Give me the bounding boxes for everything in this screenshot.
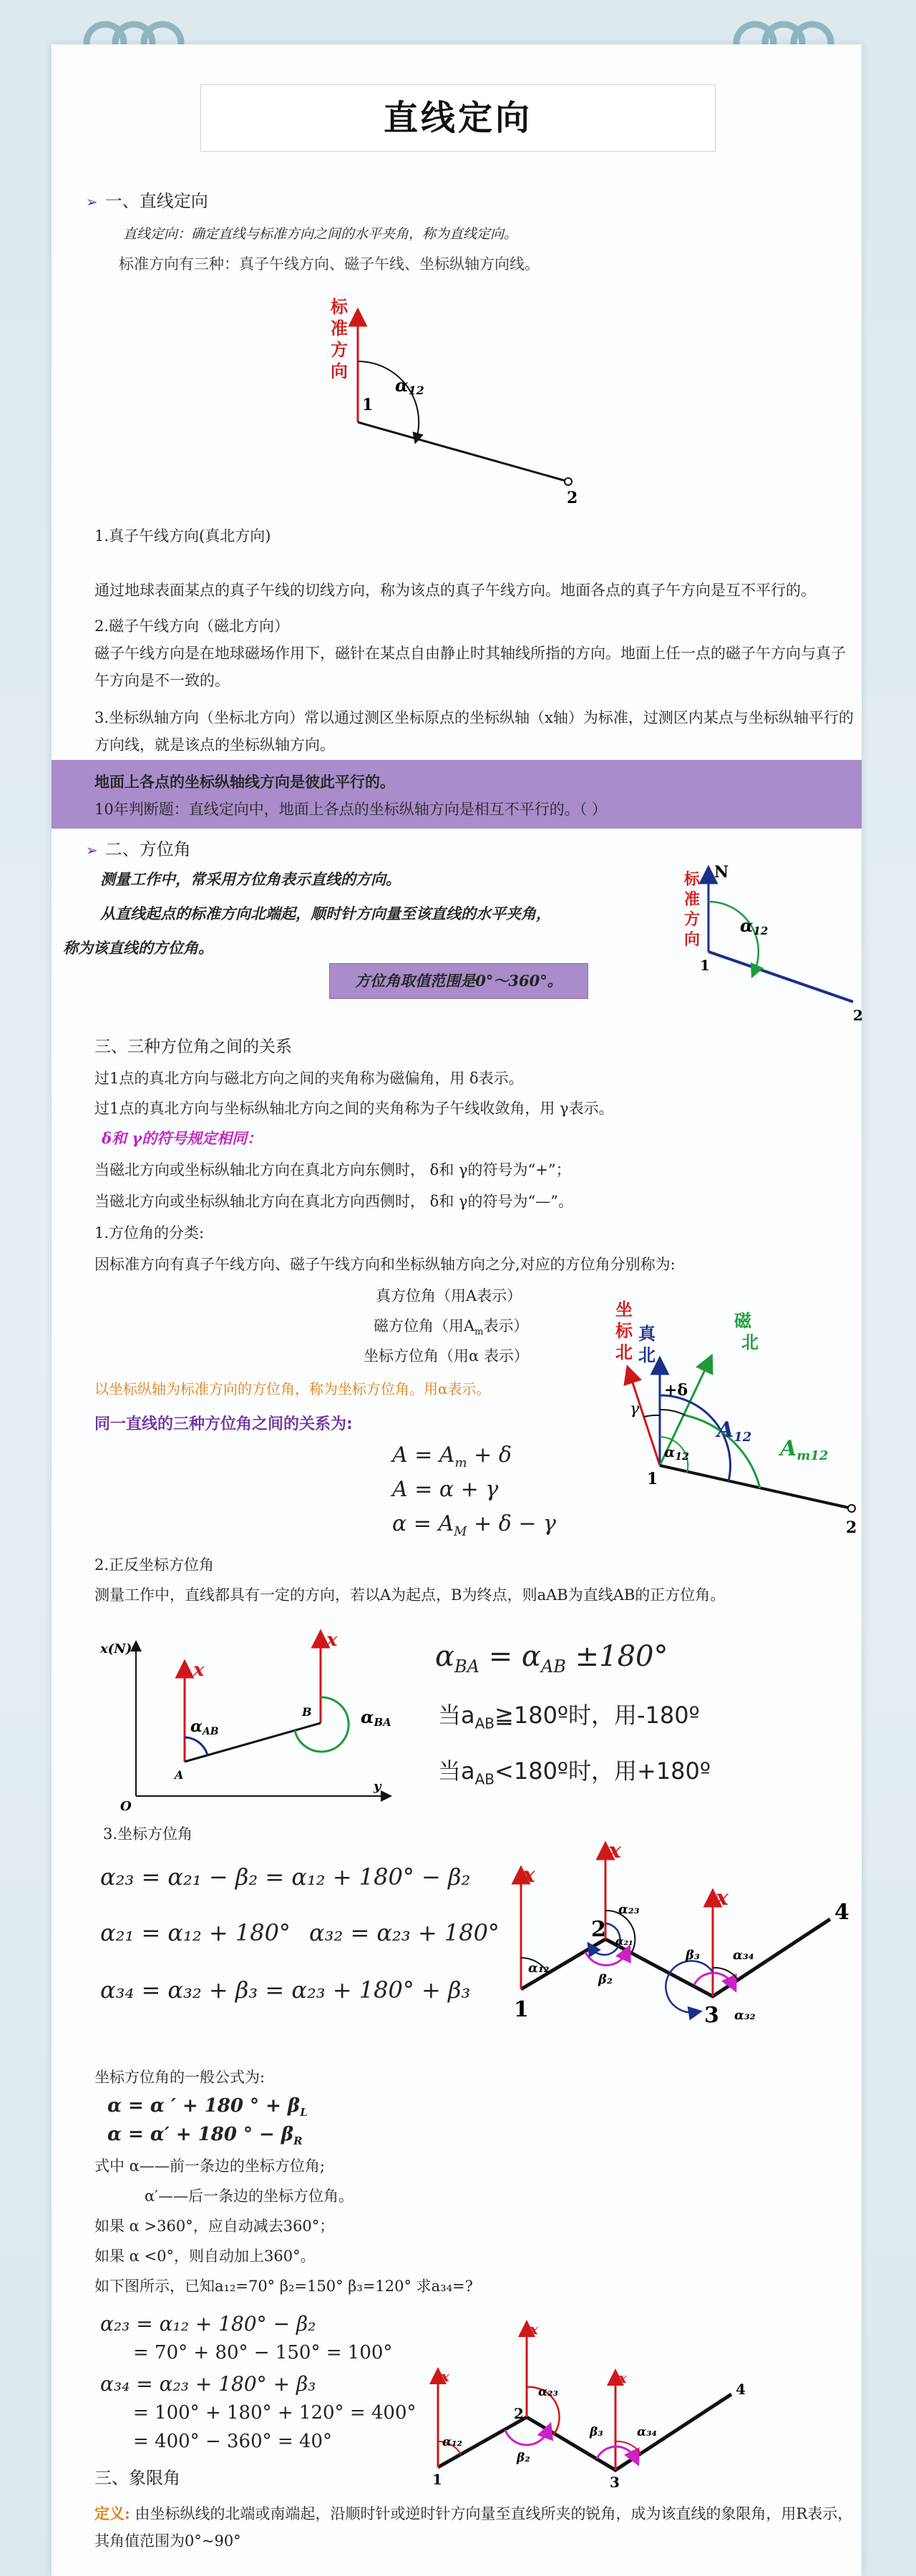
svg-text:β₃: β₃ bbox=[686, 1948, 700, 1963]
svg-text:3: 3 bbox=[610, 2474, 620, 2487]
svg-text:x: x bbox=[441, 2368, 449, 2385]
svg-text:方: 方 bbox=[331, 339, 348, 360]
where-line-1: 式中 α——前一条边的坐标方位角; bbox=[94, 2157, 325, 2175]
point-1-label: 1 bbox=[700, 957, 710, 974]
point-1-label: 1 bbox=[362, 396, 374, 414]
svg-text:x: x bbox=[618, 2369, 627, 2386]
point-2-label: 2 bbox=[567, 489, 578, 504]
example-traverse-line bbox=[438, 2394, 731, 2470]
general-formula-title: 坐标方位角的一般公式为: bbox=[94, 2069, 265, 2086]
svg-text:方: 方 bbox=[684, 910, 701, 929]
definition-line: 直线定向：确定直线与标准方向之间的水平夹角，称为直线定向。 bbox=[123, 226, 518, 242]
arrow-bullet-icon: ➢ bbox=[86, 193, 98, 210]
arrow-bullet-icon: ➢ bbox=[86, 841, 98, 859]
svg-text:标: 标 bbox=[615, 1320, 633, 1341]
band-bold-text: 地面上各点的坐标纵轴线方向是彼此平行的。 bbox=[94, 774, 395, 791]
equation-a21: α₂₁ = α₁₂ + 180° bbox=[100, 1919, 291, 1946]
item-2-text: 磁子午线方向是在地球磁场作用下，磁针在某点自由静止时其轴线所指的方向。地面上任一点的磁子午方向与真子午方向是不一致的。 bbox=[94, 645, 846, 689]
svg-text:x: x bbox=[716, 1885, 729, 1911]
svg-text:3: 3 bbox=[704, 2003, 719, 2028]
equation-a34: α₃₄ = α₃₂ + β₃ = α₂₃ + 180° + β₃ bbox=[100, 1976, 471, 2004]
three-azimuths-figure bbox=[601, 1288, 866, 1546]
declination-line: 过1点的真北方向与磁北方向之间的夹角称为磁偏角，用 δ表示。 bbox=[94, 1070, 524, 1087]
svg-text:4: 4 bbox=[736, 2381, 746, 2398]
azimuth-figure bbox=[666, 859, 873, 1030]
section-1-heading: ➢ 一、直线定向 bbox=[86, 191, 208, 211]
page-title: 直线定向 bbox=[383, 98, 532, 138]
example-step-5: = 400° − 360° = 40° bbox=[133, 2431, 333, 2452]
example-step-2: = 70° + 80° − 150° = 100° bbox=[133, 2342, 393, 2363]
example-figure bbox=[422, 2316, 766, 2487]
forward-back-text: 测量工作中，直线都具有一定的方向，若以A为起点，B为终点，则aAB为直线AB的正方位角。 bbox=[94, 1586, 726, 1604]
grid-north-label bbox=[615, 1299, 633, 1362]
svg-text:标: 标 bbox=[331, 296, 348, 317]
svg-text:α₂₃: α₂₃ bbox=[618, 1902, 640, 1917]
section-2-heading: ➢ 二、方位角 bbox=[86, 839, 191, 859]
example-step-4: = 100° + 180° + 120° = 400° bbox=[133, 2402, 416, 2424]
svg-text:真: 真 bbox=[638, 1323, 656, 1344]
svg-text:准: 准 bbox=[684, 890, 701, 909]
item-1-text: 通过地球表面某点的真子午线的切线方向，称为该点的真子午线方向。地面各点的真子午方向是互不平行的。 bbox=[94, 582, 816, 599]
line-1-2 bbox=[708, 952, 853, 1002]
svg-text:北: 北 bbox=[741, 1332, 759, 1352]
line-1-2 bbox=[358, 422, 568, 482]
y-axis-label: y bbox=[374, 1779, 381, 1794]
alpha-AB-arc bbox=[185, 1737, 208, 1755]
svg-text:磁: 磁 bbox=[734, 1310, 751, 1331]
relation-title: 同一直线的三种方位角之间的关系为: bbox=[94, 1415, 353, 1433]
x-label-A: x bbox=[193, 1659, 205, 1681]
svg-text:β₃: β₃ bbox=[590, 2425, 603, 2439]
svg-text:4: 4 bbox=[834, 1900, 849, 1925]
item-3-text: 3.坐标纵轴方向（坐标北方向）常以通过测区坐标原点的坐标纵轴（x轴）为标准，过测区内某点与坐标纵轴平行的方向线，就是该点的坐标纵轴方向。 bbox=[94, 709, 854, 753]
formula-alpha-Am: $\alpha = A_M + \delta - \gamma$ bbox=[392, 1511, 556, 1539]
west-rule: 当磁北方向或坐标纵轴北方向在真北方向西侧时， δ和 γ的符号为“—”。 bbox=[94, 1193, 574, 1210]
svg-text:1: 1 bbox=[432, 2471, 442, 2487]
standard-direction-label bbox=[330, 296, 349, 381]
classification-text: 因标准方向有真子午线方向、磁子午线方向和坐标纵轴方向之分,对应的方位角分别称为: bbox=[94, 1256, 676, 1273]
svg-text:x: x bbox=[522, 1863, 535, 1888]
line-1-2 bbox=[660, 1465, 852, 1508]
svg-text:α₃₄: α₃₄ bbox=[733, 1948, 754, 1963]
classification-title: 1.方位角的分类: bbox=[94, 1224, 205, 1241]
condition-add: 当$a_{AB}<180º$时，用+180º bbox=[438, 1757, 711, 1788]
equation-a23: α₂₃ = α₂₁ − β₂ = α₁₂ + 180° − β₂ bbox=[100, 1863, 471, 1890]
svg-text:α₁₂: α₁₂ bbox=[528, 1961, 550, 1976]
point-A-label: A bbox=[175, 1768, 184, 1782]
svg-text:北: 北 bbox=[615, 1342, 633, 1362]
grid-azimuth-section-title: 3.坐标方位角 bbox=[103, 1825, 193, 1843]
azimuth-line-1: 测量工作中，常采用方位角表示直线的方向。 bbox=[100, 870, 401, 888]
svg-text:x: x bbox=[608, 1838, 621, 1863]
rule-add: 如果 α <0°，则自动加上360°。 bbox=[94, 2248, 316, 2265]
origin-label: O bbox=[120, 1799, 132, 1810]
point-2-label: 2 bbox=[853, 1007, 863, 1024]
svg-text:α₃₂: α₃₂ bbox=[734, 2008, 756, 2023]
svg-text:α₂₁: α₂₁ bbox=[615, 1935, 633, 1948]
point-1-label: 1 bbox=[647, 1470, 658, 1488]
alpha-12-label: α12 bbox=[740, 915, 769, 937]
sign-rule-title: δ和 γ的符号规定相同： bbox=[102, 1129, 263, 1147]
alpha-12-label: α12 bbox=[395, 375, 424, 397]
svg-text:α₂₃: α₂₃ bbox=[538, 2385, 558, 2399]
traverse-line bbox=[521, 1919, 830, 1996]
a34-arc bbox=[713, 1968, 739, 1981]
general-formula-right: α = α′ + 180 ° − $\beta_R$ bbox=[107, 2124, 303, 2148]
magnetic-north-label bbox=[734, 1310, 759, 1352]
example-step-3: α₃₄ = α₂₃ + 180° + β₃ bbox=[100, 2372, 316, 2396]
angle-labels bbox=[442, 2385, 657, 2465]
svg-text:标: 标 bbox=[684, 870, 701, 889]
direction-figure bbox=[315, 290, 601, 504]
item-1-title: 1.真子午线方向(真北方向) bbox=[94, 527, 271, 545]
general-formula-left: α = α ′ + 180 ° + $\beta_L$ bbox=[107, 2095, 308, 2119]
point-2 bbox=[848, 1505, 855, 1512]
true-azimuth-label: 真方位角（用A表示） bbox=[376, 1287, 522, 1304]
point-2 bbox=[565, 478, 572, 485]
svg-text:β₂: β₂ bbox=[517, 2451, 530, 2465]
forward-back-formula: $\alpha_{BA} = \alpha_{AB} \pm 180^\circ$ bbox=[435, 1640, 668, 1677]
point-labels bbox=[432, 2381, 746, 2487]
beta2-arc bbox=[505, 2430, 548, 2445]
quadrant-definition: 定义: 由坐标纵线的北端或南端起，沿顺时针或逆时针方向量至直线所夹的锐角，成为该直线的象限角，用R表示，其角值范围为0°~90° bbox=[94, 2504, 853, 2550]
azimuth-line-2b: 称为该直线的方位角。 bbox=[63, 939, 213, 957]
item-2-title: 2.磁子午线方向（磁北方向） bbox=[94, 618, 290, 635]
gamma-label: γ bbox=[630, 1400, 640, 1418]
standard-kinds-line: 标准方向有三种：真子午线方向、磁子午线、坐标纵轴方向线。 bbox=[119, 255, 540, 273]
svg-text:2: 2 bbox=[514, 2405, 524, 2422]
standard-direction-label bbox=[683, 870, 701, 949]
azimuth-line-2a: 从直线起点的标准方向北端起，顺时针方向量至该直线的水平夹角， bbox=[100, 904, 551, 922]
grid-azimuth-label: 坐标方位角（用α 表示） bbox=[364, 1347, 529, 1365]
grid-azimuth-note: 以坐标纵轴为标准方向的方位角，称为坐标方位角。用α表示。 bbox=[94, 1380, 491, 1397]
true-north-label bbox=[638, 1323, 656, 1365]
x-labels bbox=[440, 2321, 628, 2386]
forward-back-figure bbox=[93, 1617, 408, 1810]
svg-text:坐: 坐 bbox=[615, 1299, 633, 1319]
forward-back-title: 2.正反坐标方位角 bbox=[94, 1556, 215, 1574]
svg-text:β₂: β₂ bbox=[598, 1972, 613, 1987]
a34-arc bbox=[615, 2441, 641, 2454]
title-box bbox=[200, 84, 716, 152]
svg-text:α₁₂: α₁₂ bbox=[442, 2435, 462, 2449]
convergence-line: 过1点的真北方向与坐标纵轴北方向之间的夹角称为子午线收敛角，用 γ表示。 bbox=[94, 1100, 614, 1117]
svg-text:向: 向 bbox=[684, 930, 701, 949]
alpha-AB-label: αAB bbox=[190, 1717, 219, 1737]
example-statement: 如下图所示，已知a₁₂=70° β₂=150° β₃=120° 求a₃₄=? bbox=[94, 2278, 473, 2295]
example-step-1: α₂₃ = α₁₂ + 180° − β₂ bbox=[100, 2312, 316, 2336]
east-rule: 当磁北方向或坐标纵轴北方向在真北方向东侧时， δ和 γ的符号为“+”； bbox=[94, 1161, 571, 1179]
band-question-text: 10年判断题：直线定向中，地面上各点的坐标纵轴方向是相互不平行的。（ ） bbox=[94, 801, 607, 818]
condition-subtract: 当$a_{AB}≧180º$时，用-180º bbox=[438, 1702, 700, 1732]
svg-text:1: 1 bbox=[514, 1997, 529, 2022]
delta-arc bbox=[660, 1410, 686, 1415]
svg-text:北: 北 bbox=[638, 1345, 656, 1365]
formula-A-Am: $A = A_m + \delta$ bbox=[392, 1443, 512, 1470]
svg-text:向: 向 bbox=[331, 361, 348, 381]
north-label: N bbox=[714, 863, 729, 882]
alpha12-label: $\alpha_{12}$ bbox=[664, 1443, 689, 1463]
equation-a32: α₃₂ = α₂₃ + 180° bbox=[309, 1919, 500, 1946]
section-3-heading: 三、三种方位角之间的关系 bbox=[94, 1038, 292, 1056]
x-labels bbox=[522, 1838, 729, 1911]
svg-text:2: 2 bbox=[591, 1917, 606, 1942]
Am12-label: $A_{m12}$ bbox=[780, 1436, 829, 1463]
svg-text:α₃₄: α₃₄ bbox=[637, 2425, 657, 2439]
gamma-arc bbox=[644, 1415, 660, 1417]
magnetic-azimuth-label: 磁方位角（用$A_m$表示） bbox=[374, 1317, 529, 1338]
traverse-figure bbox=[501, 1832, 873, 2039]
x-label-B: x bbox=[326, 1629, 338, 1651]
where-line-2: α′——后一条边的坐标方位角。 bbox=[145, 2187, 354, 2205]
grid-north-arrow bbox=[630, 1374, 660, 1465]
svg-text:准: 准 bbox=[331, 318, 348, 338]
x-axis-label: x(N) bbox=[100, 1641, 132, 1657]
A12-label: $A_{12}$ bbox=[717, 1418, 752, 1445]
range-badge: 方位角取值范围是0°～360°。 bbox=[329, 963, 588, 999]
formula-A-alpha: A = α + γ bbox=[392, 1477, 499, 1502]
alpha-BA-label: αBA bbox=[361, 1707, 391, 1729]
delta-label: +δ bbox=[664, 1381, 688, 1400]
section-quadrant-heading: 三、象限角 bbox=[94, 2468, 180, 2488]
point-2-label: 2 bbox=[846, 1518, 857, 1537]
svg-text:x: x bbox=[530, 2321, 538, 2338]
point-B-label: B bbox=[302, 1705, 312, 1719]
rule-subtract: 如果 α >360°，应自动减去360°； bbox=[94, 2218, 335, 2235]
angle-labels bbox=[528, 1902, 756, 2023]
